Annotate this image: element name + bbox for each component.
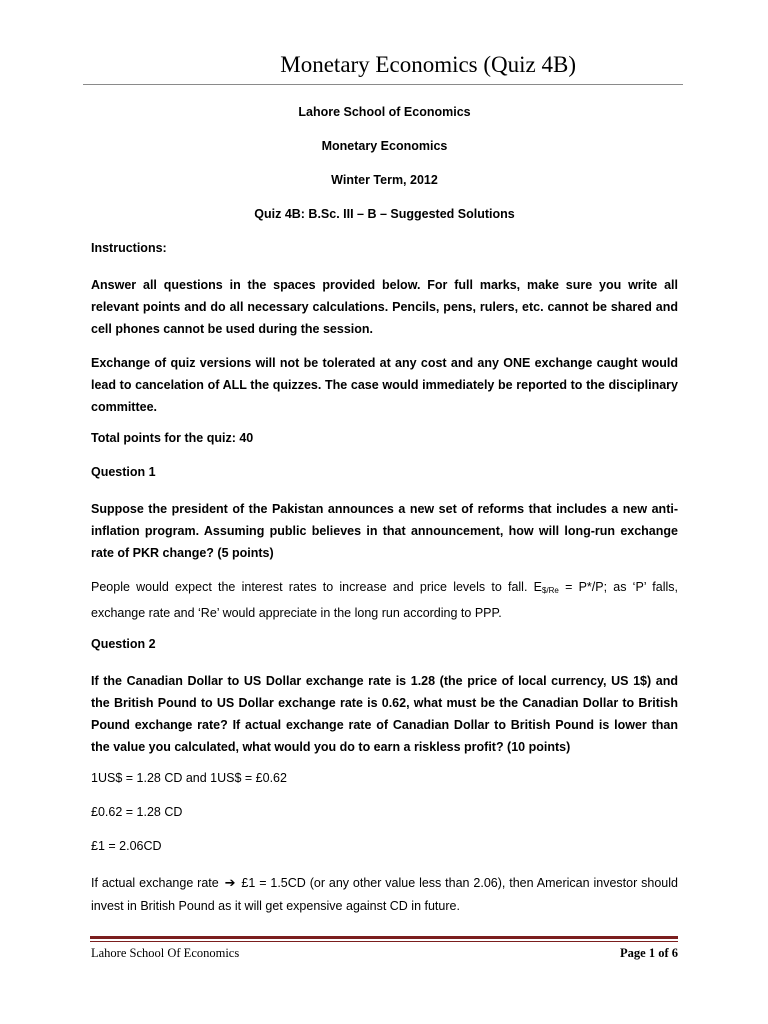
page-number: Page 1 of 6: [620, 946, 678, 960]
term-title: Winter Term, 2012: [331, 173, 438, 187]
question-2-line-1: 1US$ = 1.28 CD and 1US$ = £0.62: [91, 771, 287, 785]
footer-rule-thick: [90, 936, 678, 939]
question-1-answer-start: People would expect the interest rates to increase and price levels to fall. E: [91, 580, 542, 594]
question-2-answer-start: If actual exchange rate: [91, 876, 219, 890]
document-body: [91, 104, 678, 929]
question-2-line-2: £0.62 = 1.28 CD: [91, 805, 183, 819]
question-1-answer: [91, 576, 678, 624]
right-arrow-icon: ➔: [224, 876, 236, 891]
instructions-paragraph-1: Answer all questions in the spaces provided below. For full marks, make sure you write all relevant points and do all necessary calculations. Pencils, pens, rulers, etc. cannot be shared and cell phones cannot be used during the session.: [91, 278, 678, 336]
question-2-line-3: £1 = 2.06CD: [91, 839, 162, 853]
total-points: Total points for the quiz: 40: [91, 431, 254, 445]
instructions-paragraph-2: Exchange of quiz versions will not be tolerated at any cost and any ONE exchange caught would lead to cancelation of ALL the quizzes. The case would immediately be reported to the disciplinary committee.: [91, 356, 678, 414]
school-title: Lahore School of Economics: [298, 105, 471, 119]
question-1-answer-subscript: $/Re: [541, 586, 559, 595]
instructions-heading: Instructions:: [91, 241, 167, 255]
question-2-answer: [91, 872, 678, 917]
footer-rule-thin: [90, 941, 678, 942]
footer-school: Lahore School Of Economics: [91, 946, 240, 960]
header-rule: [83, 84, 683, 85]
course-title: Monetary Economics: [321, 139, 448, 153]
question-1-answer-end: = P*/P; as ‘P’ falls, exchange rate and ‘Re’ would appreciate in the long run according to PPP.: [91, 580, 678, 620]
page-header: [0, 48, 768, 88]
question-1-heading: Question 1: [91, 465, 156, 479]
question-1-text: Suppose the president of the Pakistan announces a new set of reforms that includes a new anti-inflation program. Assuming public believes in that announcement, how will long-run exchange rate of PKR change? (5 points): [91, 502, 678, 560]
question-2-answer-end: £1 = 1.5CD (or any other value less than 2.06), then American investor should invest in British Pound as it will get expensive against CD in future.: [91, 876, 678, 913]
quiz-title: Quiz 4B: B.Sc. III – B – Suggested Solutions: [254, 207, 515, 221]
question-2-heading: Question 2: [91, 637, 156, 651]
question-2-text: If the Canadian Dollar to US Dollar exchange rate is 1.28 (the price of local currency, US 1$) and the British Pound to US Dollar exchange rate is 0.62, what must be the Canadian Dollar to British Pound exchange rate? If actual exchange rate of Canadian Dollar to British Pound is lower than the value you calculated, what would you do to earn a riskless profit? (10 points): [91, 674, 678, 754]
page-footer: [0, 936, 768, 966]
header-title: Monetary Economics (Quiz 4B): [280, 52, 576, 77]
